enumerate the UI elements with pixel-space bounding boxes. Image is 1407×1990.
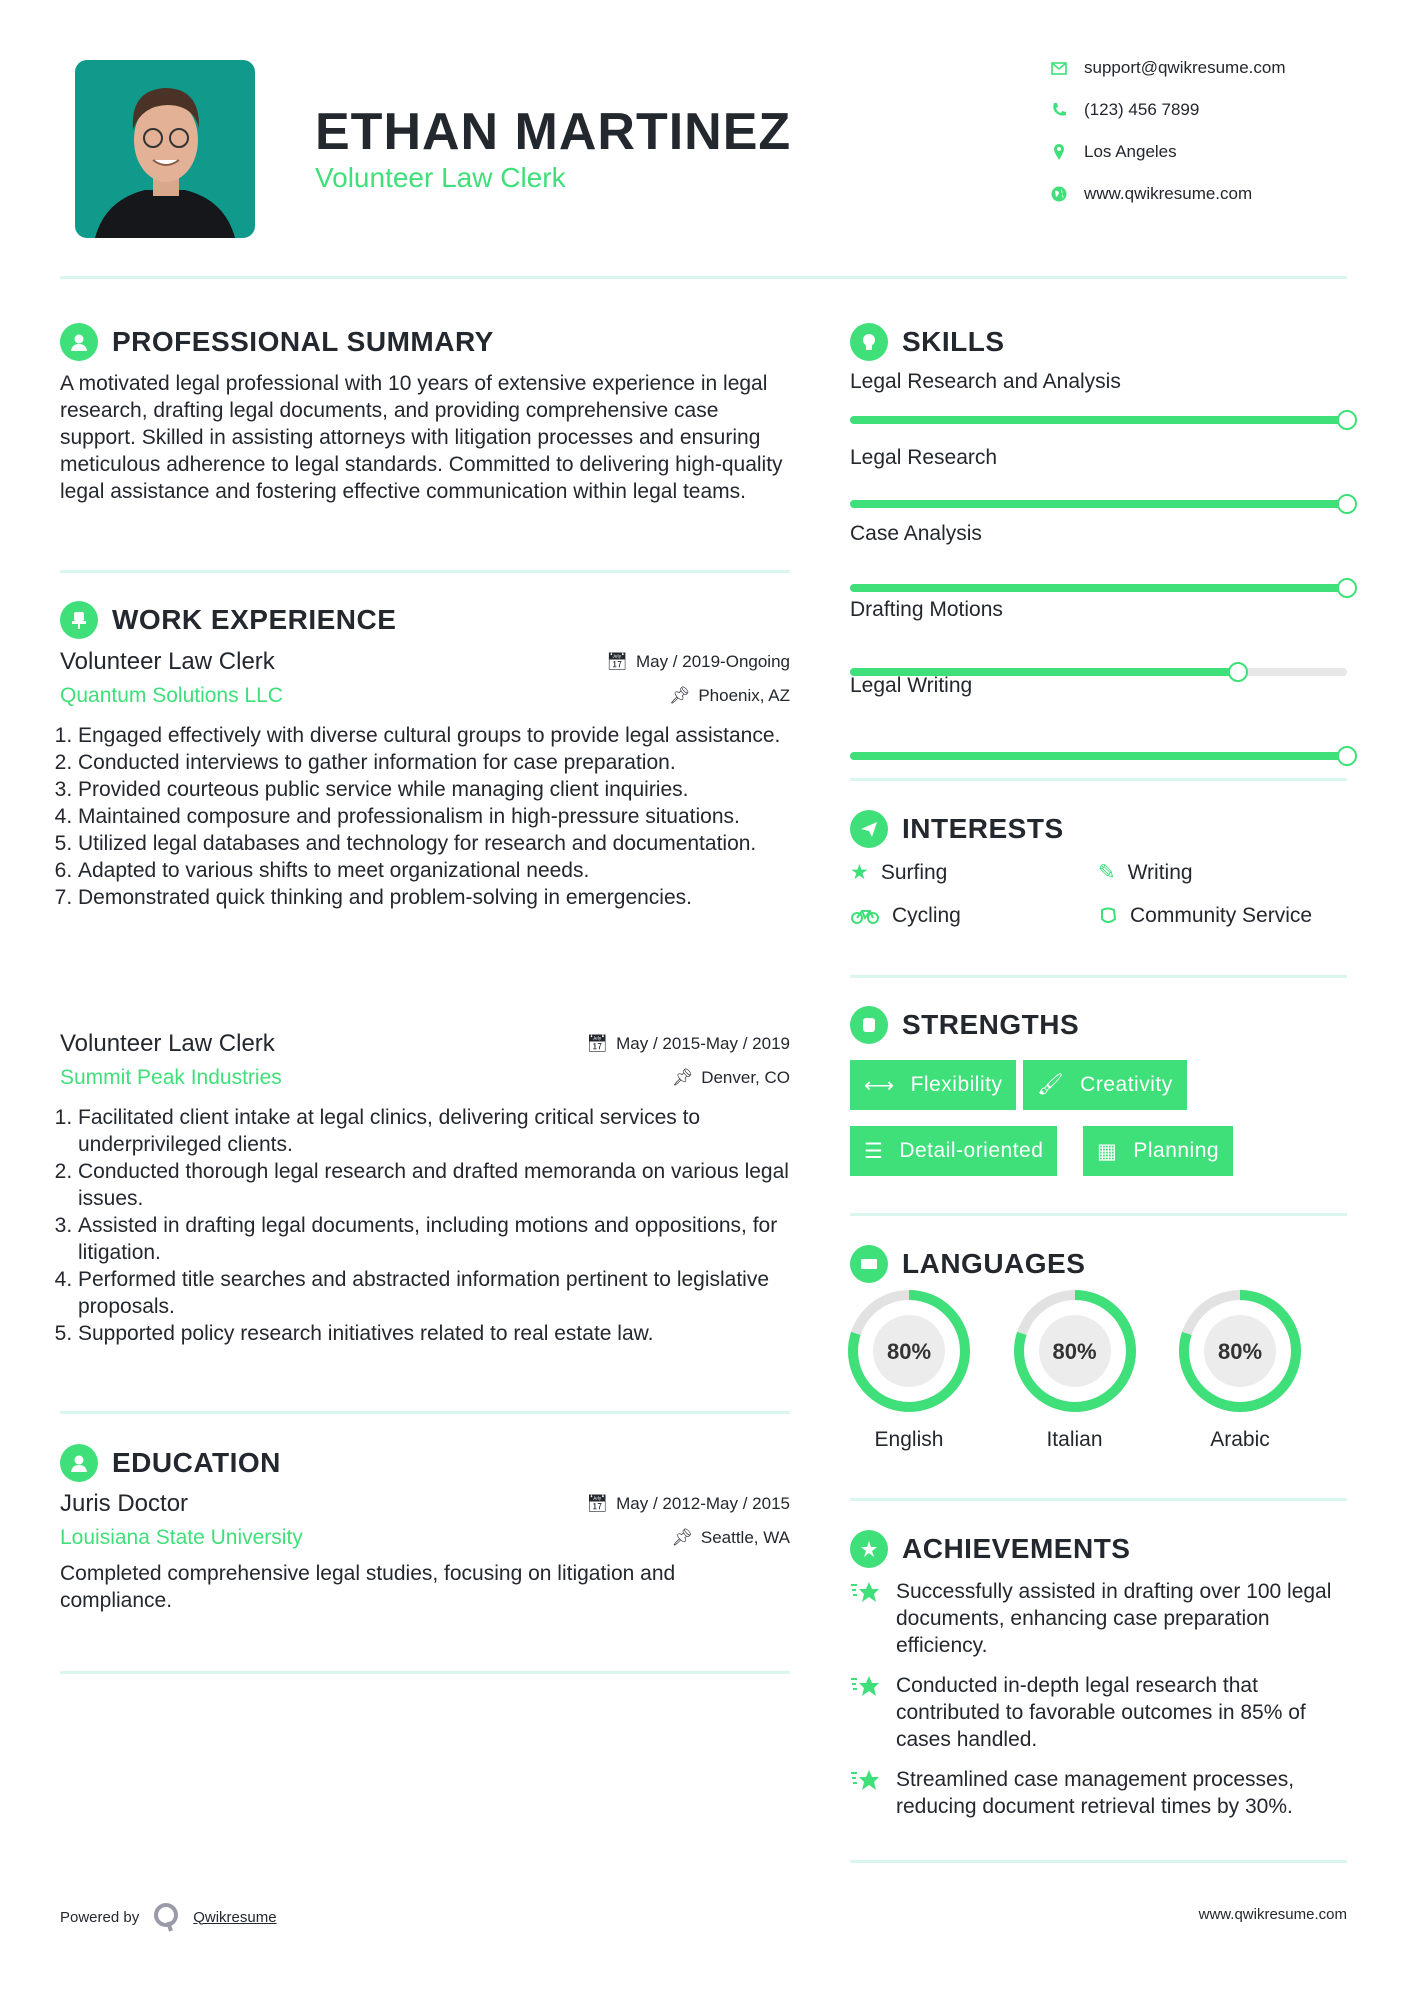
interest-label: Writing — [1127, 860, 1193, 884]
bicycle-icon — [850, 907, 880, 925]
strength-label: Planning — [1133, 1139, 1220, 1162]
arrows-horizontal-icon: ⟷ — [864, 1073, 895, 1097]
skill-label: Legal Research — [850, 446, 998, 469]
list-icon: ☰ — [864, 1139, 884, 1163]
job-date — [587, 1034, 790, 1054]
education-date-text: May / 2012-May / 2015 — [616, 1494, 790, 1513]
skill-bar-fill — [850, 584, 1347, 592]
job-location-text: Phoenix, AZ — [698, 686, 790, 705]
degree: Juris Doctor — [60, 1490, 189, 1517]
interests-heading-text: INTERESTS — [902, 813, 1064, 844]
education-divider — [60, 1671, 790, 1674]
contact-location — [1050, 142, 1177, 162]
languages-heading — [850, 1245, 1085, 1283]
user-icon — [60, 323, 98, 361]
skill-bar-knob — [1337, 410, 1357, 430]
job-bullet: 3. Assisted in drafting legal documents, including motions and oppositions, for litigation. — [78, 1212, 790, 1266]
interest-writing — [1098, 860, 1193, 885]
achievement-text: Streamlined case management processes, reducing document retrieval times by 30%. — [896, 1768, 1295, 1818]
skill-bar-knob — [1337, 578, 1357, 598]
strength-label: Creativity — [1080, 1073, 1173, 1096]
work-heading — [60, 601, 396, 639]
contact-phone-text: (123) 456 7899 — [1084, 100, 1200, 119]
language-percent: 80% — [886, 1339, 932, 1364]
interests-divider — [850, 975, 1347, 978]
paintbrush-icon: 🖌︎ — [1037, 1073, 1065, 1096]
skill-label: Drafting Motions — [850, 598, 1003, 621]
education-location — [671, 1528, 790, 1548]
job-location-text: Denver, CO — [701, 1068, 790, 1087]
summary-text: A motivated legal professional with 10 years of extensive experience in legal research, drafting legal documents, and providing comprehensive case support. Skilled in assisting attorneys with litigation processes and ensuring meticulous adherence to legal standards. Committed to delivering high-quality legal assistance and fostering effective communication within legal teams. — [60, 372, 783, 503]
contact-phone — [1050, 100, 1199, 120]
contact-website[interactable] — [1050, 184, 1252, 204]
phone-icon — [1050, 101, 1068, 119]
summary-heading-text: PROFESSIONAL SUMMARY — [112, 326, 494, 357]
contact-email-text: support@qwikresume.com — [1084, 58, 1286, 77]
translate-icon — [850, 1245, 888, 1283]
skills-heading — [850, 323, 1005, 361]
graduate-icon — [60, 1444, 98, 1482]
job-bullet: 6. Adapted to various shifts to meet organizational needs. — [78, 857, 790, 884]
language-label: Italian — [1046, 1428, 1103, 1451]
job-entry — [60, 648, 790, 911]
interest-community-service — [1098, 904, 1312, 928]
interests-heading — [850, 810, 1064, 848]
skill-bar-knob — [1337, 746, 1357, 766]
map-pin-icon — [1050, 143, 1068, 161]
strength-planning — [1083, 1126, 1233, 1176]
strength-flexibility — [850, 1060, 1016, 1110]
candidate-title: Volunteer Law Clerk — [315, 162, 566, 193]
qwikresume-link[interactable]: Qwikresume — [193, 1908, 277, 1926]
job-bullets — [60, 722, 790, 911]
candidate-name: ETHAN MARTINEZ — [315, 103, 792, 161]
contact-location-text: Los Angeles — [1084, 142, 1177, 161]
strength-detail-oriented — [850, 1126, 1057, 1176]
language-label: Arabic — [1210, 1428, 1270, 1451]
achievements-heading-text: ACHIEVEMENTS — [902, 1533, 1131, 1564]
interest-cycling — [850, 904, 961, 928]
strengths-divider — [850, 1213, 1347, 1216]
pin-icon: 📌︎ — [671, 1068, 694, 1087]
interest-label: Community Service — [1130, 904, 1313, 927]
job-bullet: 7. Demonstrated quick thinking and problem-solving in emergencies. — [78, 884, 790, 911]
profile-photo — [75, 60, 255, 238]
skill-bar-fill — [850, 416, 1347, 424]
skill-bar-knob — [1337, 494, 1357, 514]
skill-label: Legal Research and Analysis — [850, 370, 1121, 393]
achievement-text: Successfully assisted in drafting over 100 legal documents, enhancing case preparation efficiency. — [896, 1580, 1332, 1657]
powered-by-text: Powered by — [60, 1908, 140, 1926]
job-bullet: 4. Performed title searches and abstracted information pertinent to legislative proposals. — [78, 1266, 790, 1320]
envelope-icon — [1050, 59, 1068, 77]
skills-heading-text: SKILLS — [902, 326, 1005, 357]
job-location — [672, 1068, 790, 1088]
languages-divider — [850, 1498, 1347, 1501]
achievement-text: Conducted in-depth legal research that contributed to favorable outcomes in 85% of cases handled. — [896, 1674, 1306, 1751]
skill-label: Legal Writing — [850, 674, 973, 697]
lightbulb-icon — [850, 323, 888, 361]
chair-icon — [60, 601, 98, 639]
language-percent: 80% — [1217, 1339, 1263, 1364]
header-divider — [60, 276, 1347, 279]
skill-bar-fill — [850, 752, 1347, 760]
job-date-text: May / 2019-Ongoing — [635, 652, 790, 671]
job-bullet: 2. Conducted interviews to gather information for case preparation. — [78, 749, 790, 776]
skill-bar — [850, 500, 1347, 508]
summary-heading — [60, 323, 494, 361]
job-location — [669, 686, 790, 706]
job-title: Volunteer Law Clerk — [60, 648, 275, 675]
calendar-icon: 📅︎ — [586, 1034, 609, 1053]
shooting-star-icon — [850, 1672, 882, 1700]
achievement-item — [850, 1672, 1347, 1753]
skill-bar-fill — [850, 500, 1347, 508]
achievements-divider — [850, 1860, 1347, 1863]
pencil-icon: ✎ — [1098, 861, 1116, 884]
heart-hand-icon — [1098, 906, 1118, 926]
skill-bar — [850, 584, 1347, 592]
interest-surfing — [850, 860, 947, 885]
strength-label: Detail-oriented — [899, 1139, 1044, 1162]
language-label: English — [874, 1428, 944, 1451]
education-location-text: Seattle, WA — [700, 1528, 790, 1547]
shooting-star-icon — [850, 1766, 882, 1794]
job-bullet: 5. Utilized legal databases and technology for research and documentation. — [78, 830, 790, 857]
globe-icon — [1050, 185, 1068, 203]
qwikresume-logo-icon — [153, 1902, 179, 1932]
footer-url[interactable]: www.qwikresume.com — [1198, 1906, 1347, 1923]
star-icon: ★ — [850, 861, 869, 884]
interest-label: Surfing — [880, 860, 948, 884]
job-bullet: 3. Provided courteous public service while managing client inquiries. — [78, 776, 790, 803]
education-entry — [60, 1490, 790, 1614]
achievements-heading — [850, 1530, 1130, 1568]
languages-heading-text: LANGUAGES — [902, 1248, 1086, 1279]
fist-icon — [850, 1006, 888, 1044]
education-heading-text: EDUCATION — [112, 1447, 281, 1478]
star-badge-icon — [850, 1530, 888, 1568]
education-heading — [60, 1444, 281, 1482]
job-date-text: May / 2015-May / 2019 — [616, 1034, 790, 1053]
shooting-star-icon — [850, 1578, 882, 1606]
calendar-icon: ▦ — [1097, 1139, 1118, 1163]
skill-bar-knob — [1228, 662, 1248, 682]
company-name: Quantum Solutions LLC — [60, 684, 283, 707]
language-percent: 80% — [1052, 1339, 1097, 1364]
work-divider — [60, 1411, 790, 1414]
pin-icon: 📌︎ — [671, 1528, 693, 1547]
strengths-heading — [850, 1006, 1079, 1044]
calendar-icon: 📅︎ — [606, 652, 628, 671]
job-bullet: 2. Conducted thorough legal research and drafted memoranda on various legal issues. — [78, 1158, 790, 1212]
school: Louisiana State University — [60, 1526, 303, 1549]
skills-divider — [850, 778, 1347, 781]
pin-icon: 📌︎ — [668, 686, 691, 705]
job-title: Volunteer Law Clerk — [60, 1030, 275, 1057]
job-bullets — [60, 1104, 790, 1347]
job-bullet: 4. Maintained composure and professionalism in high-pressure situations. — [78, 803, 790, 830]
company-name: Summit Peak Industries — [60, 1066, 282, 1089]
job-entry — [60, 1030, 790, 1347]
skill-bar — [850, 752, 1347, 760]
job-bullet: 1. Facilitated client intake at legal clinics, delivering critical services to underprivileged clients. — [78, 1104, 790, 1158]
education-description: Completed comprehensive legal studies, focusing on litigation and compliance. — [60, 1562, 676, 1612]
job-bullet: 1. Engaged effectively with diverse cultural groups to provide legal assistance. — [78, 722, 790, 749]
strength-label: Flexibility — [910, 1073, 1003, 1096]
job-bullet: 5. Supported policy research initiatives related to real estate law. — [78, 1320, 790, 1347]
summary-divider — [60, 570, 790, 573]
achievement-item — [850, 1578, 1347, 1659]
job-date — [606, 652, 790, 672]
strengths-heading-text: STRENGTHS — [902, 1009, 1080, 1040]
strength-creativity — [1023, 1060, 1187, 1110]
paper-plane-icon — [850, 810, 888, 848]
footer-powered-by — [60, 1902, 277, 1932]
skill-label: Case Analysis — [850, 522, 982, 545]
achievement-item — [850, 1766, 1347, 1820]
work-heading-text: WORK EXPERIENCE — [112, 604, 397, 635]
education-date — [587, 1494, 790, 1514]
skill-bar — [850, 416, 1347, 424]
calendar-icon: 📅︎ — [586, 1494, 609, 1513]
interest-label: Cycling — [892, 904, 961, 927]
contact-website-text: www.qwikresume.com — [1084, 184, 1253, 203]
contact-email[interactable] — [1050, 58, 1286, 78]
